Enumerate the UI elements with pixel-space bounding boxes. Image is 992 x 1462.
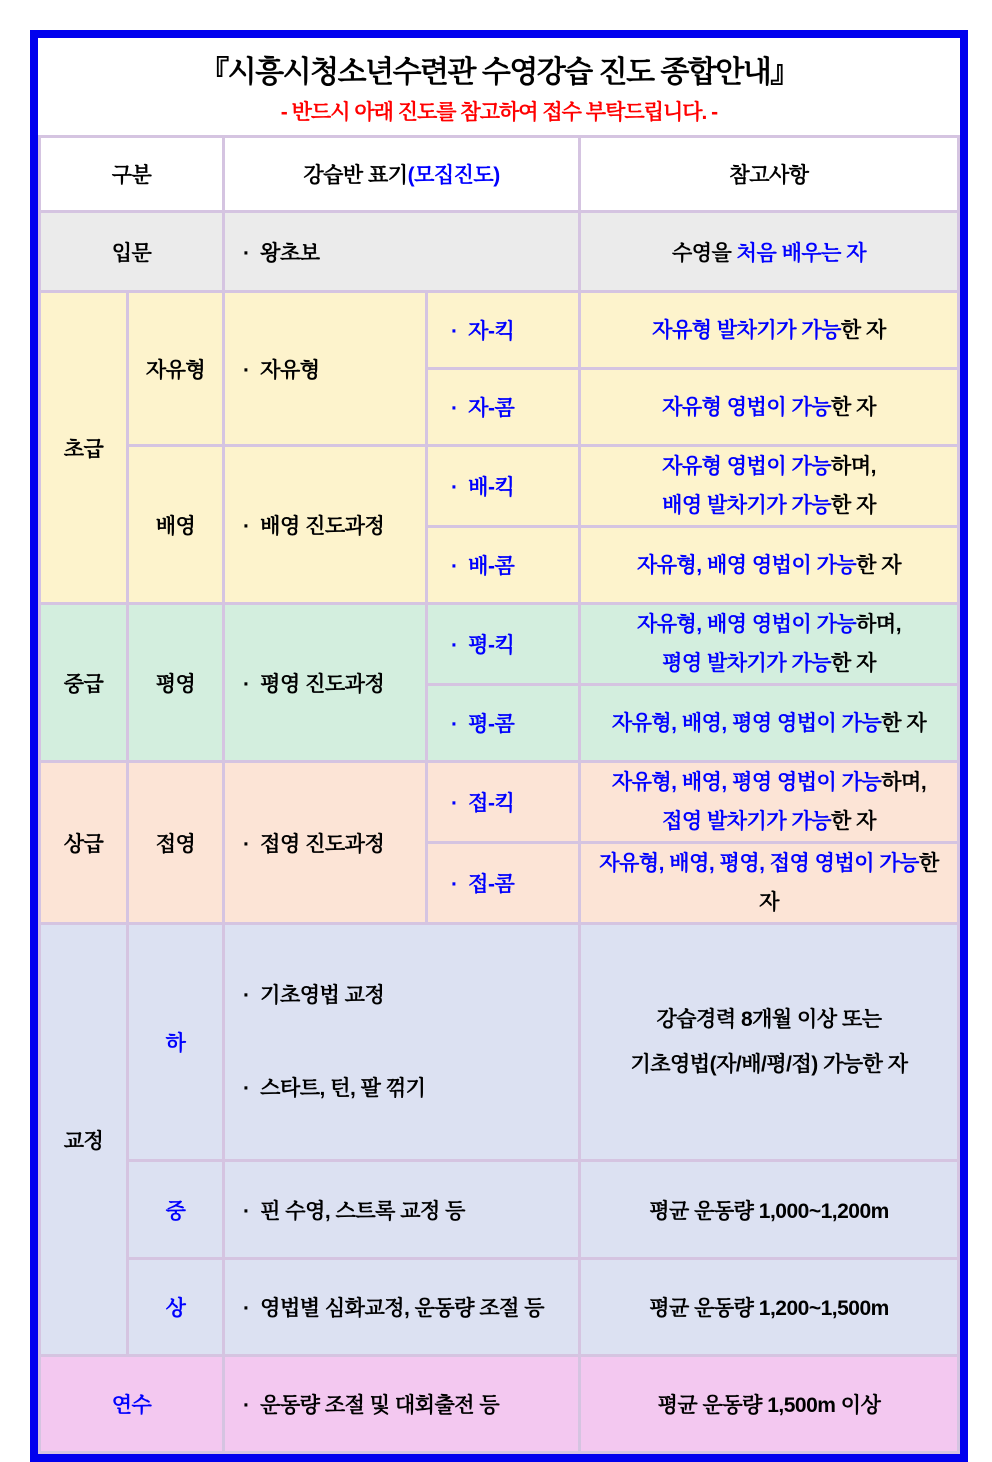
note-plain: 한 자 bbox=[831, 810, 876, 833]
note-plain: 하며, bbox=[856, 613, 902, 636]
cell-level-intro: 입문 bbox=[40, 212, 224, 292]
cell-mark-breast-combi: · 평-콤 bbox=[427, 685, 580, 762]
note-line bbox=[587, 844, 951, 922]
cell-grade-high: 상 bbox=[128, 1259, 224, 1356]
note-plain: 한 자 bbox=[759, 852, 939, 914]
note-line bbox=[587, 311, 951, 350]
cell-course-breaststroke: · 평영 진도과정 bbox=[224, 604, 427, 762]
note-line: 기초영법(자/배/평/접) 가능한 자 bbox=[630, 1053, 908, 1076]
note-plain: 한 자 bbox=[831, 395, 876, 419]
cell-course-butterfly: · 접영 진도과정 bbox=[224, 762, 427, 924]
cell-mark-intro: · 왕초보 bbox=[224, 212, 580, 292]
note-line: 강습경력 8개월 이상 또는 bbox=[656, 1008, 882, 1031]
cell-level-training: 연수 bbox=[40, 1356, 224, 1453]
desc-line: · 기초영법 교정 bbox=[243, 984, 385, 1007]
note-plain: 한 자 bbox=[831, 652, 876, 675]
header-mark bbox=[224, 137, 580, 212]
note-intro-black: 수영을 bbox=[671, 241, 737, 265]
cell-stroke-freestyle: 자유형 bbox=[128, 292, 224, 446]
note-highlight: 자유형 영법이 가능 bbox=[662, 455, 832, 478]
cell-note-back-kick bbox=[580, 446, 959, 527]
cell-mark-free-kick: · 자-킥 bbox=[427, 292, 580, 369]
cell-course-backstroke: · 배영 진도과정 bbox=[224, 446, 427, 604]
note-highlight: 배영 발차기가 가능 bbox=[662, 494, 832, 517]
cell-note-free-kick bbox=[580, 292, 959, 369]
row-correction-low bbox=[40, 924, 959, 1161]
cell-note-high: 평균 운동량 1,200~1,500m bbox=[580, 1259, 959, 1356]
note-line bbox=[587, 546, 951, 585]
note-plain: 한 자 bbox=[840, 318, 886, 342]
note-highlight: 자유형 영법이 가능 bbox=[662, 395, 832, 419]
note-intro-blue: 처음 배우는 자 bbox=[736, 241, 867, 265]
cell-note-fly-kick bbox=[580, 762, 959, 843]
row-intro bbox=[40, 212, 959, 292]
cell-stroke-butterfly: 접영 bbox=[128, 762, 224, 924]
header-mark-paren: (모집진도) bbox=[407, 164, 500, 187]
note-highlight: 자유형, 배영, 평영 영법이 가능 bbox=[611, 711, 882, 735]
title-block bbox=[38, 38, 960, 135]
row-correction-mid bbox=[40, 1161, 959, 1259]
header-mark-main: 강습반 표기 bbox=[303, 164, 408, 187]
note-highlight: 평영 발차기가 가능 bbox=[662, 652, 832, 675]
cell-mark-back-combi: · 배-콤 bbox=[427, 527, 580, 604]
row-intermediate-breast-kick bbox=[40, 604, 959, 685]
note-highlight: 자유형, 배영 영법이 가능 bbox=[636, 553, 857, 577]
cell-stroke-breaststroke: 평영 bbox=[128, 604, 224, 762]
row-advanced-fly-kick bbox=[40, 762, 959, 843]
header-category: 구분 bbox=[40, 137, 224, 212]
cell-mark-back-kick: · 배-킥 bbox=[427, 446, 580, 527]
row-correction-high bbox=[40, 1259, 959, 1356]
cell-desc-low bbox=[224, 924, 580, 1161]
header-note: 참고사항 bbox=[580, 137, 959, 212]
note-line bbox=[587, 802, 951, 841]
cell-grade-mid: 중 bbox=[128, 1161, 224, 1259]
cell-desc-mid: · 핀 수영, 스트록 교정 등 bbox=[224, 1161, 580, 1259]
cell-note-intro bbox=[580, 212, 959, 292]
note-line bbox=[587, 763, 951, 802]
row-beginner-free-kick bbox=[40, 292, 959, 369]
note-highlight: 자유형, 배영, 평영, 접영 영법이 가능 bbox=[599, 852, 919, 875]
cell-stroke-backstroke: 배영 bbox=[128, 446, 224, 604]
cell-mark-free-combi: · 자-콤 bbox=[427, 369, 580, 446]
cell-grade-low: 하 bbox=[128, 924, 224, 1161]
row-training bbox=[40, 1356, 959, 1453]
note-highlight: 자유형, 배영, 평영 영법이 가능 bbox=[611, 771, 882, 794]
note-highlight: 자유형, 배영 영법이 가능 bbox=[636, 613, 857, 636]
note-plain: 한 자 bbox=[881, 711, 927, 735]
note-plain: 하며, bbox=[831, 455, 876, 478]
document-subtitle: - 반드시 아래 진도를 참고하여 접수 부탁드립니다. - bbox=[280, 101, 718, 124]
note-plain: 하며, bbox=[881, 771, 927, 794]
cell-level-intermediate: 중급 bbox=[40, 604, 128, 762]
cell-desc-training: · 운동량 조절 및 대회출전 등 bbox=[224, 1356, 580, 1453]
cell-note-fly-combi bbox=[580, 843, 959, 924]
desc-line: · 스타트, 턴, 팔 꺾기 bbox=[243, 1077, 426, 1100]
cell-note-breast-kick bbox=[580, 604, 959, 685]
note-line bbox=[587, 388, 951, 427]
cell-note-mid: 평균 운동량 1,000~1,200m bbox=[580, 1161, 959, 1259]
cell-mark-fly-combi: · 접-콤 bbox=[427, 843, 580, 924]
cell-level-correction: 교정 bbox=[40, 924, 128, 1356]
cell-note-low bbox=[580, 924, 959, 1161]
cell-course-freestyle: · 자유형 bbox=[224, 292, 427, 446]
note-line bbox=[587, 644, 951, 683]
cell-note-breast-combi bbox=[580, 685, 959, 762]
note-plain: 한 자 bbox=[856, 553, 902, 577]
cell-note-free-combi bbox=[580, 369, 959, 446]
note-line bbox=[587, 486, 951, 525]
note-highlight: 자유형 발차기가 가능 bbox=[652, 318, 841, 342]
note-line bbox=[587, 447, 951, 486]
header-row bbox=[40, 137, 959, 212]
cell-mark-fly-kick: · 접-킥 bbox=[427, 762, 580, 843]
note-line bbox=[587, 605, 951, 644]
document-title: 『시흥시청소년수련관 수영강습 진도 종합안내』 bbox=[199, 56, 799, 89]
cell-level-advanced: 상급 bbox=[40, 762, 128, 924]
cell-level-beginner: 초급 bbox=[40, 292, 128, 604]
note-line bbox=[587, 704, 951, 743]
cell-desc-high: · 영법별 심화교정, 운동량 조절 등 bbox=[224, 1259, 580, 1356]
cell-note-back-combi bbox=[580, 527, 959, 604]
notice-board bbox=[30, 30, 968, 1462]
cell-mark-breast-kick: · 평-킥 bbox=[427, 604, 580, 685]
note-highlight: 접영 발차기가 가능 bbox=[662, 810, 832, 833]
cell-note-training: 평균 운동량 1,500m 이상 bbox=[580, 1356, 959, 1453]
progress-table bbox=[38, 135, 960, 1454]
row-beginner-back-kick bbox=[40, 446, 959, 527]
note-plain: 한 자 bbox=[831, 494, 876, 517]
